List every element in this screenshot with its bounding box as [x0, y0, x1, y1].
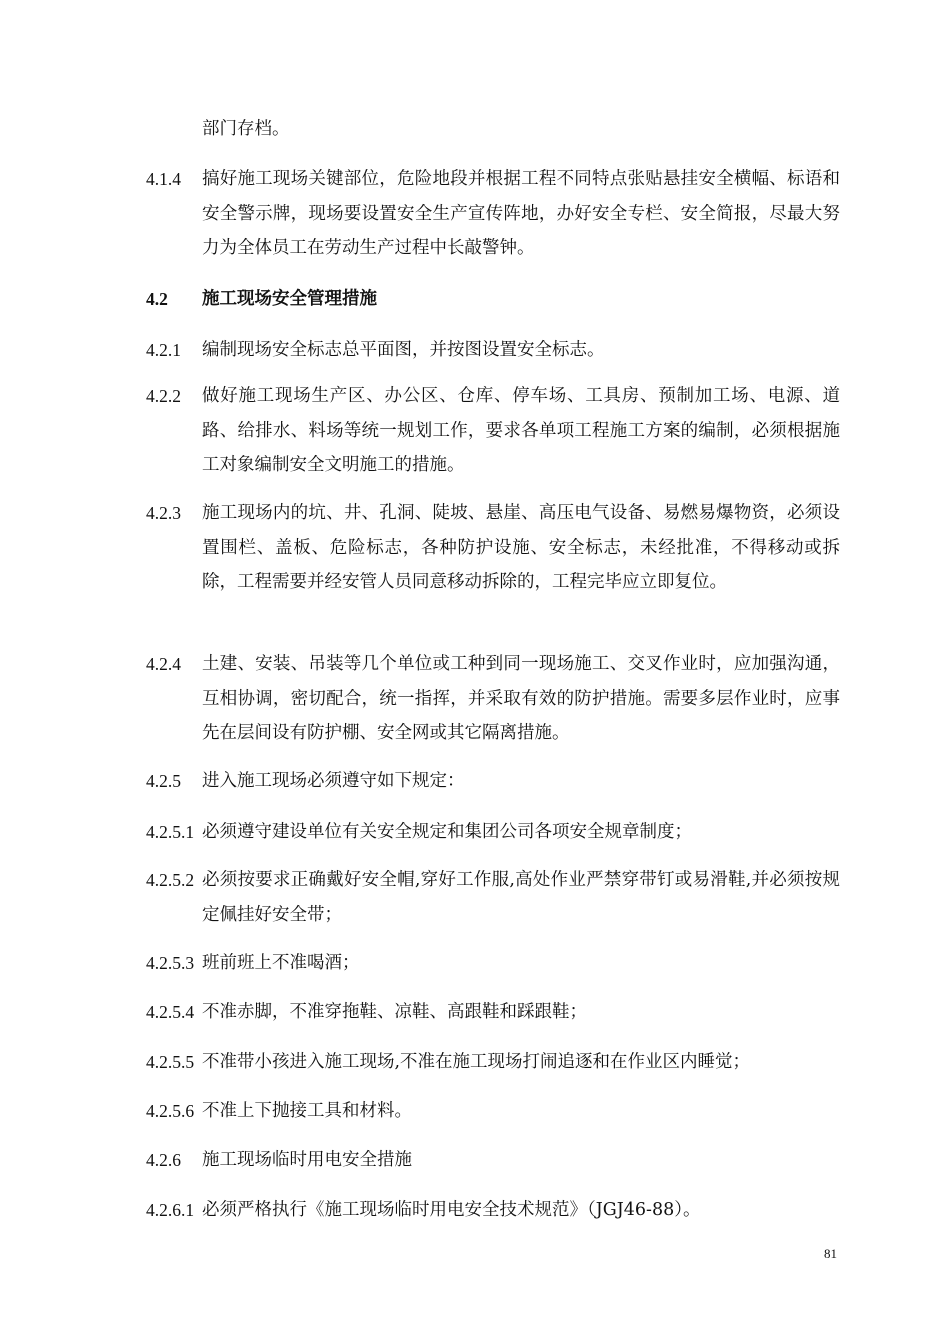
section-number: 4.2.5.4 — [146, 1002, 195, 1022]
paragraph-text: 土建、安装、吊装等几个单位或工种到同一现场施工、交叉作业时，应加强沟通，互相协调，密切配合，统一指挥，并采取有效的防护措施。需要多层作业时，应事先在层间设有防护棚、安全网或其它隔离措施。 — [202, 654, 840, 743]
paragraph-4-2-5-5 — [146, 1045, 840, 1080]
paragraph-text: 部门存档。 — [202, 119, 290, 139]
section-number: 4.2.3 — [146, 503, 181, 523]
paragraph-4-2-5-6 — [146, 1094, 840, 1129]
section-number: 4.2.5.2 — [146, 870, 195, 890]
paragraph-text: 不准赤脚，不准穿拖鞋、凉鞋、高跟鞋和踩跟鞋； — [202, 1002, 587, 1022]
section-number: 4.2.5 — [146, 771, 181, 791]
paragraph-4-2-5 — [146, 764, 840, 799]
paragraph-4-2-4 — [146, 647, 840, 751]
paragraph-4-2-5-3 — [146, 946, 840, 981]
paragraph-4-2-5-1 — [146, 815, 840, 850]
paragraph-text: 进入施工现场必须遵守如下规定： — [202, 771, 465, 791]
paragraph-4-2-1 — [146, 333, 840, 368]
paragraph-text: 不准带小孩进入施工现场,不准在施工现场打闹追逐和在作业区内睡觉； — [202, 1052, 751, 1072]
paragraph-4-2-2 — [146, 379, 840, 483]
paragraph-4-1-4 — [146, 162, 840, 266]
paragraph-text: 不准上下抛接工具和材料。 — [202, 1101, 412, 1121]
paragraph-text: 必须严格执行《施工现场临时用电安全技术规范》（JGJ46-88）。 — [202, 1200, 701, 1220]
paragraph-text: 搞好施工现场关键部位，危险地段并根据工程不同特点张贴悬挂安全横幅、标语和安全警示牌，现场要设置安全生产宣传阵地，办好安全专栏、安全简报，尽最大努力为全体员工在劳动生产过程中长敲警钟。 — [202, 169, 840, 258]
section-number: 4.2.1 — [146, 340, 181, 360]
paragraph-continuation — [146, 112, 840, 147]
paragraph-text: 施工现场内的坑、井、孔洞、陡坡、悬崖、高压电气设备、易燃易爆物资，必须设置围栏、盖板、危险标志，各种防护设施、安全标志，未经批准，不得移动或拆除，工程需要并经安管人员同意移动拆除的，工程完毕应立即复位。 — [202, 503, 840, 592]
section-number: 4.2.5.3 — [146, 953, 195, 973]
paragraph-text: 必须遵守建设单位有关安全规定和集团公司各项安全规章制度； — [202, 822, 692, 842]
section-number: 4.2.4 — [146, 654, 181, 674]
section-number: 4.2.6.1 — [146, 1200, 195, 1220]
paragraph-text: 班前班上不准喝酒； — [202, 953, 360, 973]
section-heading-4-2 — [146, 282, 840, 317]
page-number: 81 — [824, 1246, 837, 1261]
paragraph-4-2-6-1 — [146, 1193, 840, 1228]
paragraph-text: 编制现场安全标志总平面图，并按图设置安全标志。 — [202, 340, 605, 360]
paragraph-4-2-5-2 — [146, 863, 840, 932]
paragraph-4-2-5-4 — [146, 995, 840, 1030]
paragraph-text: 做好施工现场生产区、办公区、仓库、停车场、工具房、预制加工场、电源、道路、给排水、料场等统一规划工作，要求各单项工程施工方案的编制，必须根据施工对象编制安全文明施工的措施。 — [202, 386, 840, 475]
section-number: 4.2 — [146, 289, 168, 309]
paragraph-4-2-6 — [146, 1143, 840, 1178]
paragraph-text: 施工现场临时用电安全措施 — [202, 1150, 412, 1170]
section-number: 4.2.6 — [146, 1150, 181, 1170]
section-title: 施工现场安全管理措施 — [202, 289, 377, 309]
paragraph-text: 必须按要求正确戴好安全帽,穿好工作服,高处作业严禁穿带钉或易滑鞋,并必须按规定佩挂好安全带； — [202, 870, 840, 925]
section-number: 4.2.5.1 — [146, 822, 195, 842]
section-number: 4.2.5.5 — [146, 1052, 195, 1072]
section-number: 4.1.4 — [146, 169, 181, 189]
section-number: 4.2.2 — [146, 386, 181, 406]
paragraph-4-2-3 — [146, 496, 840, 600]
section-number: 4.2.5.6 — [146, 1101, 195, 1121]
